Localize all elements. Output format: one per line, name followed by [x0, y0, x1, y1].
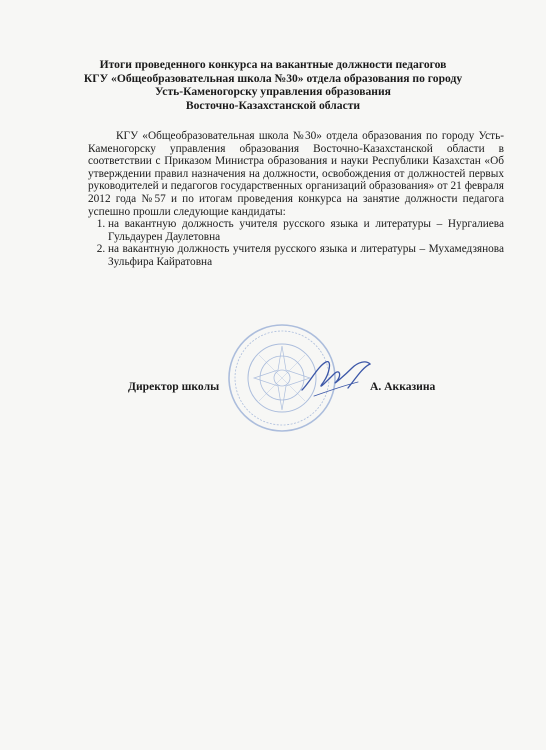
- title-line-1: Итоги проведенного конкурса на вакантные должности педагогов: [99, 58, 447, 71]
- title-line-3: Усть-Каменогорску управления образования: [155, 85, 391, 99]
- main-paragraph: КГУ «Общеобразовательная школа №30» отдела образования по городу Усть-Каменогорску управления образования Восточно-Казахстанской области в соответствии с Приказом Министра образования и науки Республики Казахстан «Об утверждении правил назначения на должности, освобождения от должностей первых руководителей и педагогов государственных организаций образования» от 21 февраля 2012 года №57 и по итогам проведения конкурса на занятие должности педагога успешно прошли следующие кандидаты:: [88, 130, 504, 218]
- title-line-2: КГУ «Общеобразовательная школа №30» отдела образования по городу: [83, 71, 463, 85]
- signatory-name: А. Акказина: [370, 380, 436, 393]
- candidate-item-2: 2. на вакантную должность учителя русского языка и литературы – Мухамедзянова Зульфира Кайратовна: [108, 243, 504, 268]
- title-line-4: Восточно-Казахстанской области: [185, 98, 361, 112]
- signature-row: [0, 378, 546, 398]
- candidate-item-1: 1. на вакантную должность учителя русского языка и литературы – Нургалиева Гульдаурен Даулетовна: [108, 218, 504, 243]
- candidate-list: [88, 218, 504, 268]
- document-title: [60, 58, 486, 112]
- document-body: [88, 130, 504, 269]
- signatory-position: Директор школы: [128, 380, 220, 393]
